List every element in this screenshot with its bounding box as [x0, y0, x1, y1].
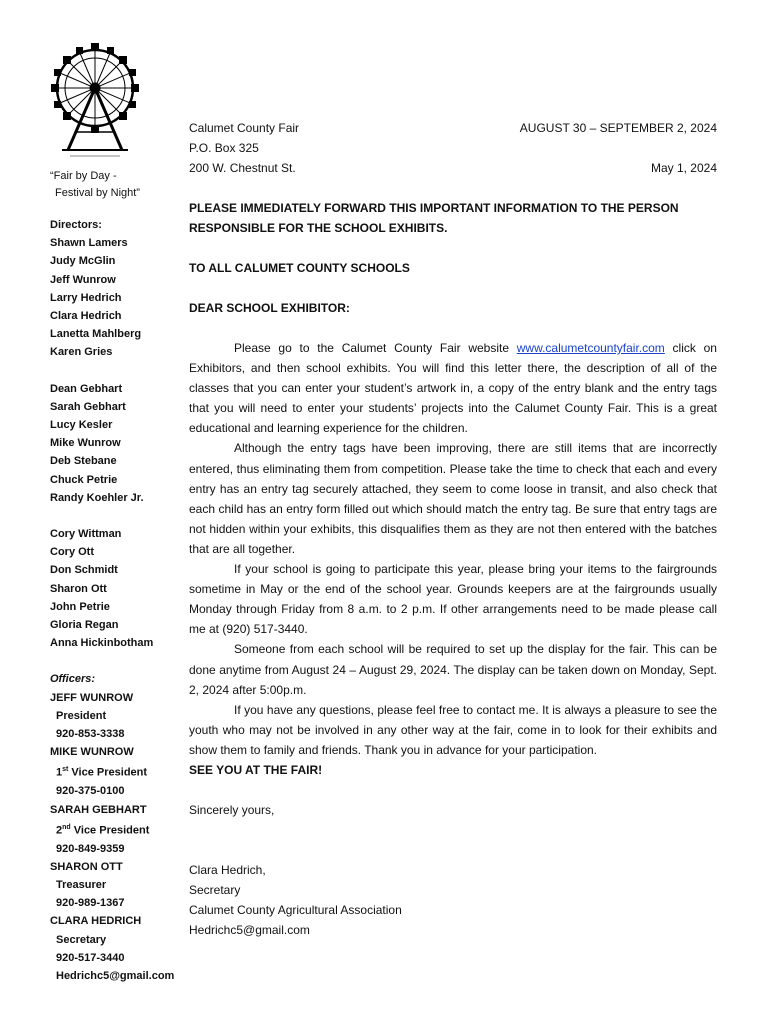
officers-heading: Officers:	[50, 673, 96, 686]
director-name: Karen Gries	[50, 346, 113, 359]
director-name: Cory Wittman	[50, 528, 122, 541]
director-name: Mike Wunrow	[50, 437, 121, 450]
paragraph-5	[189, 700, 717, 760]
officer-phone: 920-853-3338	[56, 728, 125, 741]
closing: Sincerely yours,	[189, 802, 275, 817]
director-name: Lucy Kesler	[50, 419, 113, 432]
signer-title: Secretary	[189, 882, 241, 897]
director-name: Don Schmidt	[50, 564, 118, 577]
officer-name: MIKE WUNROW	[50, 746, 134, 759]
street-address: 200 W. Chestnut St.	[189, 161, 296, 175]
director-name: Deb Stebane	[50, 455, 117, 468]
ferris-wheel-logo	[50, 40, 140, 165]
officer-title: President	[56, 709, 107, 722]
officer-name: CLARA HEDRICH	[50, 915, 142, 928]
director-name: Shawn Lamers	[50, 237, 128, 250]
letter-body	[189, 118, 717, 940]
urgent-notice-line-1: PLEASE IMMEDIATELY FORWARD THIS IMPORTANT INFORMATION TO THE PERSON	[189, 201, 679, 215]
officer-phone: 920-517-3440	[56, 951, 125, 964]
director-name: Lanetta Mahlberg	[50, 328, 142, 341]
p5-text: If you have any questions, please feel free to contact me. It is always a pleasure to see the youth who may not be involved in any other way at the fair, come in to look for their exhibits and show them to family and friends. Thank you in advance for your participation.	[189, 702, 717, 757]
officer-title: Vice President	[71, 767, 148, 780]
officer-title-row	[50, 761, 185, 782]
director-name: Gloria Regan	[50, 619, 119, 632]
officer-title: Vice President	[73, 824, 150, 837]
p3-text: If your school is going to participate this year, please bring your items to the fairgrounds sometime in May or the end of the school year. Grounds keepers are at the fairgrounds usually Monday through Friday from 8 a.m. to 2 p.m. If other arrangements need to be made please call me at (920) 517-3440.	[189, 562, 717, 637]
slogan-line-1: “Fair by Day -	[50, 170, 117, 182]
director-name: Anna Hickinbotham	[50, 637, 154, 650]
director-name: Sharon Ott	[50, 582, 107, 595]
signer-name: Clara Hedrich,	[189, 862, 266, 877]
p1-text-a: Please go to the Calumet County Fair website	[234, 341, 517, 355]
addressee-line: TO ALL CALUMET COUNTY SCHOOLS	[189, 261, 410, 275]
officer-phone: 920-849-9359	[56, 842, 125, 855]
director-name: Larry Hedrich	[50, 291, 122, 304]
officer-phone: 920-989-1367	[56, 897, 125, 910]
signer-org: Calumet County Agricultural Association	[189, 902, 402, 917]
director-name: Clara Hedrich	[50, 310, 122, 323]
org-name: Calumet County Fair	[189, 121, 300, 135]
sidebar	[50, 168, 185, 985]
letter-date: May 1, 2024	[650, 161, 717, 175]
paragraph-2	[189, 438, 717, 559]
website-link[interactable]: www.calumetcountyfair.com	[516, 341, 665, 355]
officer-phone: 920-375-0100	[56, 785, 125, 798]
directors-heading: Directors:	[50, 219, 102, 231]
director-name: Dean Gebhart	[50, 382, 123, 395]
paragraph-1	[189, 338, 717, 438]
officer-name: SHARON OTT	[50, 860, 123, 873]
officer-email: Hedrichc5@gmail.com	[56, 970, 175, 983]
p1-text-b: click on Exhibitors, and then school exhibits. You will find this letter there, the description of all of the classes that you can enter your student’s artwork in, a copy of the entry blank and the entry tags that you will need to enter your students’ projects into the Calumet County Fair. This is a great educational and learning experience for the children.	[189, 341, 717, 436]
salutation: DEAR SCHOOL EXHIBITOR:	[189, 301, 350, 315]
directors-list	[50, 216, 185, 985]
slogan	[50, 168, 185, 202]
header-row-1	[189, 118, 717, 138]
slogan-line-2: Festival by Night”	[55, 187, 140, 199]
officer-name: SARAH GEBHART	[50, 803, 147, 816]
closing-shout: SEE YOU AT THE FAIR!	[189, 762, 323, 777]
signer-email: Hedrichc5@gmail.com	[189, 922, 310, 937]
p2-text: Although the entry tags have been improving, there are still items that are incorrectly entered, thus eliminating them from competition. Please take the time to check that each and every entry has an entry tag securely attached, they seem to come loose in transit, and also check that each child has an entry form filled out which should match the entry tag. Be sure that entry tags are not hidden within your exhibits, this disqualifies them as they are not then entered with the batches that are all together.	[189, 441, 717, 556]
ferris-wheel-icon	[50, 40, 140, 165]
director-name: Sarah Gebhart	[50, 400, 126, 413]
director-name: Judy McGlin	[50, 255, 116, 268]
paragraph-4	[189, 639, 717, 699]
director-name: Jeff Wunrow	[50, 273, 116, 286]
fair-dates: AUGUST 30 – SEPTEMBER 2, 2024	[519, 121, 717, 135]
urgent-notice-line-2: RESPONSIBLE FOR THE SCHOOL EXHIBITS.	[189, 221, 448, 235]
ordinal-suffix: nd	[62, 823, 71, 831]
ordinal: 2	[56, 824, 63, 837]
director-name: John Petrie	[50, 600, 110, 613]
header-row-3	[189, 158, 717, 178]
officer-name: JEFF WUNROW	[50, 691, 134, 704]
officer-title-row	[50, 819, 185, 840]
officer-title: Treasurer	[56, 879, 107, 892]
director-name: Cory Ott	[50, 546, 94, 559]
paragraph-3	[189, 559, 717, 639]
officer-title: Secretary	[56, 933, 107, 946]
director-name: Randy Koehler Jr.	[50, 491, 144, 504]
ordinal: 1	[56, 767, 63, 780]
po-box: P.O. Box 325	[189, 141, 259, 155]
director-name: Chuck Petrie	[50, 473, 118, 486]
p4-text: Someone from each school will be required to set up the display for the fair. This can be done anytime from August 24 – August 29, 2024. The display can be taken down on Monday, Sept. 2, 2024 after 5:00p.m.	[189, 642, 717, 697]
ordinal-suffix: st	[62, 766, 69, 774]
